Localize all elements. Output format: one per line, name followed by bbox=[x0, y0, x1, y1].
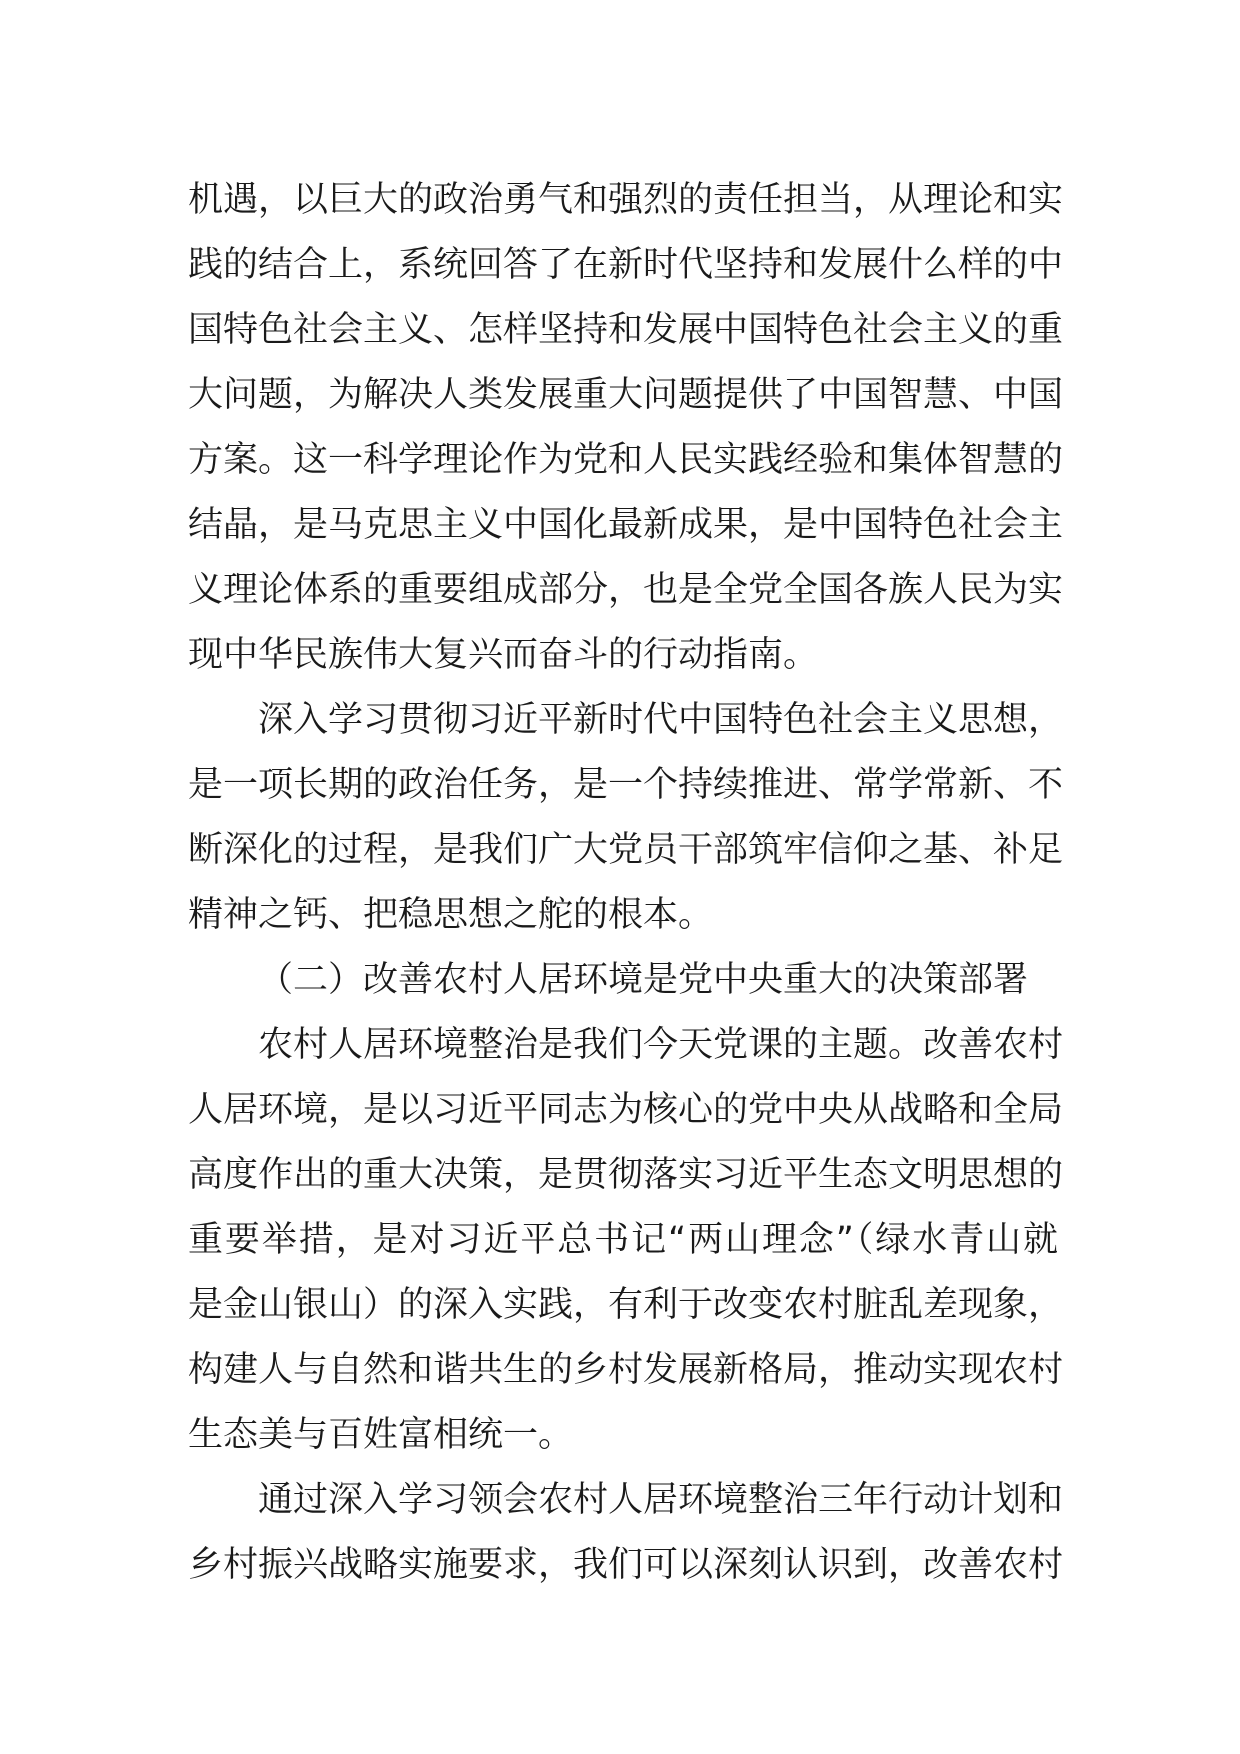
text-line: 乡村振兴战略实施要求，我们可以深刻认识到，改善农村 bbox=[188, 1545, 1064, 1585]
text-line: 结晶，是马克思主义中国化最新成果，是中国特色社会主 bbox=[188, 505, 1064, 545]
section-heading: （二）改善农村人居环境是党中央重大的决策部署 bbox=[258, 960, 1029, 1000]
paragraph-first-line: 农村人居环境整治是我们今天党课的主题。改善农村 bbox=[258, 1025, 1064, 1065]
text-line: 国特色社会主义、怎样坚持和发展中国特色社会主义的重 bbox=[188, 310, 1064, 350]
text-line: 义理论体系的重要组成部分，也是全党全国各族人民为实 bbox=[188, 570, 1064, 610]
text-line: 断深化的过程，是我们广大党员干部筑牢信仰之基、补足 bbox=[188, 830, 1064, 870]
text-line: 机遇，以巨大的政治勇气和强烈的责任担当，从理论和实 bbox=[188, 180, 1064, 220]
text-line: 生态美与百姓富相统一。 bbox=[188, 1415, 574, 1455]
text-line: 人居环境，是以习近平同志为核心的党中央从战略和全局 bbox=[188, 1090, 1064, 1130]
text-line: 重要举措，是对习近平总书记“两山理念”（绿水青山就 bbox=[188, 1220, 1058, 1260]
text-line: 大问题，为解决人类发展重大问题提供了中国智慧、中国 bbox=[188, 375, 1064, 415]
text-line: 现中华民族伟大复兴而奋斗的行动指南。 bbox=[188, 635, 819, 675]
text-line: 践的结合上，系统回答了在新时代坚持和发展什么样的中 bbox=[188, 245, 1064, 285]
paragraph-first-line: 通过深入学习领会农村人居环境整治三年行动计划和 bbox=[258, 1480, 1064, 1520]
paragraph-first-line: 深入学习贯彻习近平新时代中国特色社会主义思想， bbox=[258, 700, 1064, 740]
text-line: 高度作出的重大决策，是贯彻落实习近平生态文明思想的 bbox=[188, 1155, 1064, 1195]
text-line: 精神之钙、把稳思想之舵的根本。 bbox=[188, 895, 714, 935]
text-line: 是金山银山）的深入实践，有利于改变农村脏乱差现象， bbox=[188, 1285, 1064, 1325]
text-line: 方案。这一科学理论作为党和人民实践经验和集体智慧的 bbox=[188, 440, 1064, 480]
text-line: 是一项长期的政治任务，是一个持续推进、常学常新、不 bbox=[188, 765, 1064, 805]
document-body bbox=[188, 168, 1064, 1598]
text-line: 构建人与自然和谐共生的乡村发展新格局，推动实现农村 bbox=[188, 1350, 1064, 1390]
